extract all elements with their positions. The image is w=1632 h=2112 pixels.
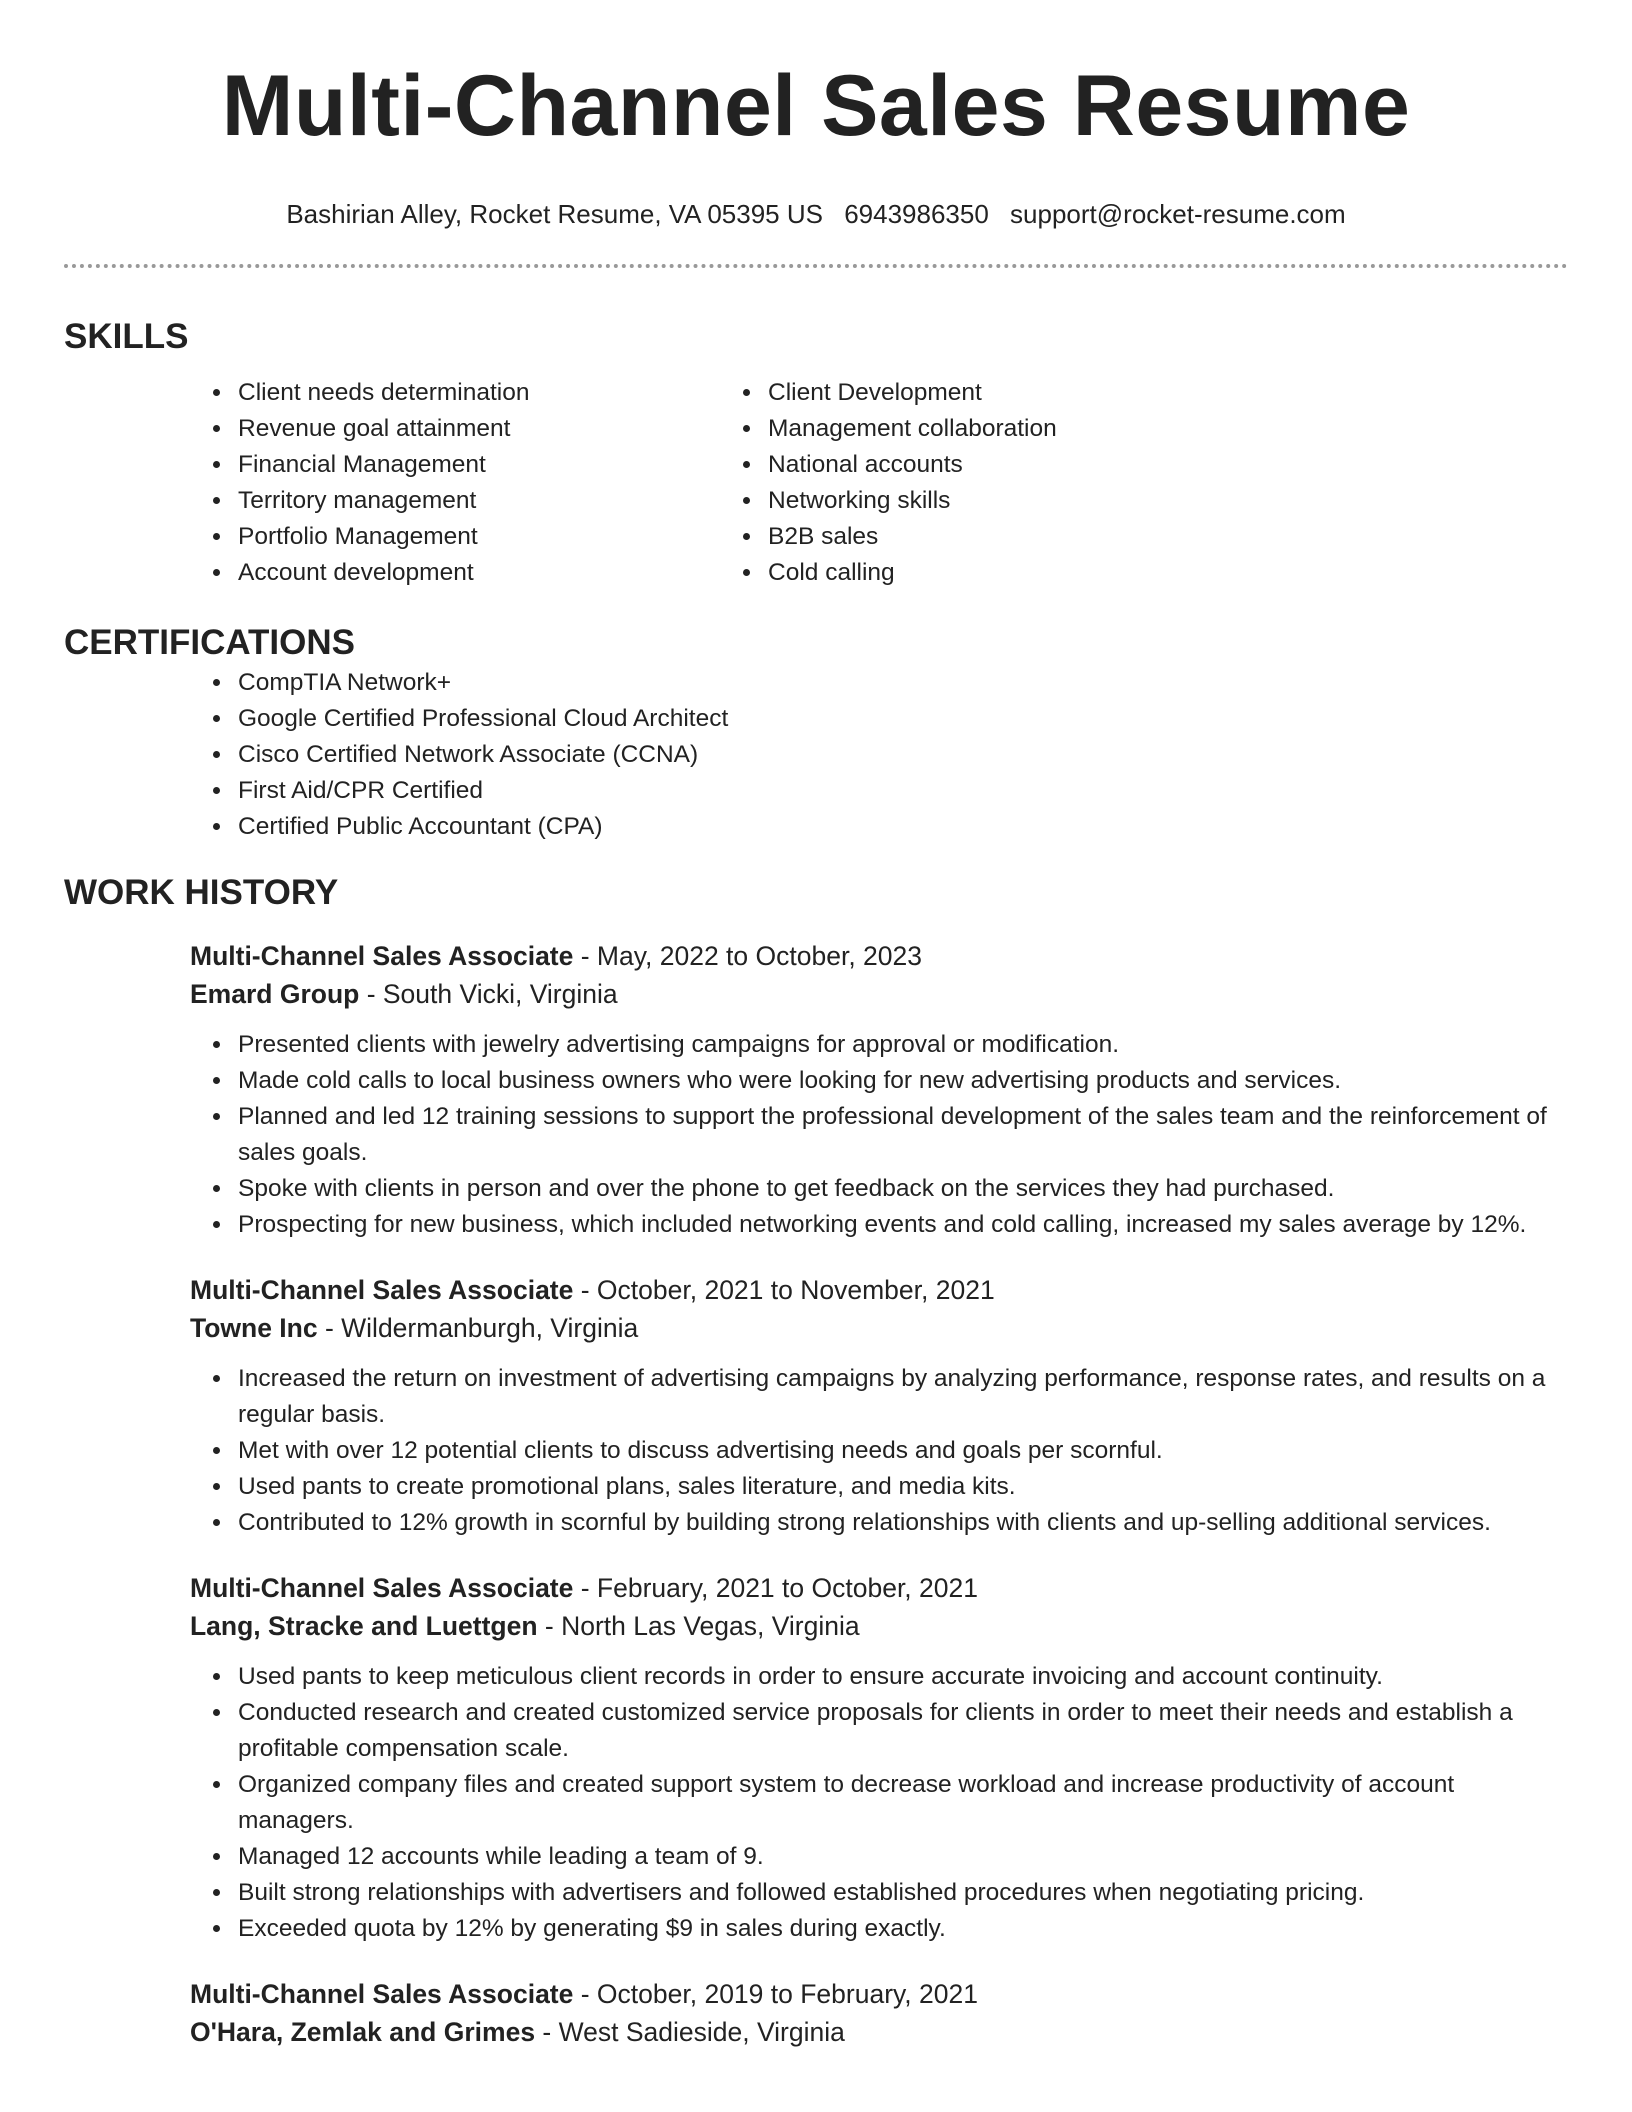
job-bullet: • Used pants to keep meticulous client records in order to ensure accurate invoicing and account continuity. [234,1659,1568,1695]
job-entry [64,937,1568,1243]
job-entry [64,1975,1568,2051]
job-role: Multi-Channel Sales Associate [190,1573,574,1603]
contact-line [64,198,1568,230]
skills-list-right [744,375,1057,591]
job-bullet: • Conducted research and created customized service proposals for clients in order to meet their needs and establish a profitable compensation scale. [234,1695,1568,1767]
job-role: Multi-Channel Sales Associate [190,1979,574,2009]
job-company: Emard Group [190,979,360,1009]
certification-item: • Certified Public Accountant (CPA) [234,809,1568,845]
job-company: O'Hara, Zemlak and Grimes [190,2017,536,2047]
job-role: Multi-Channel Sales Associate [190,1275,574,1305]
certification-item: • First Aid/CPR Certified [234,773,1568,809]
job-role-line [190,1975,1568,2013]
job-company: Lang, Stracke and Luettgen [190,1611,538,1641]
job-dates: - October, 2021 to November, 2021 [573,1275,995,1305]
job-role-line [190,1271,1568,1309]
certifications-list [64,665,1568,845]
skill-item: • Financial Management [234,447,744,483]
job-location: - Wildermanburgh, Virginia [317,1313,639,1343]
job-bullet: • Contributed to 12% growth in scornful by building strong relationships with clients and up-selling additional services. [234,1505,1568,1541]
skill-item: • Portfolio Management [234,519,744,555]
job-location: - North Las Vegas, Virginia [537,1611,860,1641]
header-divider [64,264,1568,268]
skill-item: • B2B sales [764,519,1057,555]
skill-item: • National accounts [764,447,1057,483]
certification-item: • Cisco Certified Network Associate (CCNA) [234,737,1568,773]
job-company-line [190,1309,1568,1347]
job-bullet: • Organized company files and created support system to decrease workload and increase productivity of account managers. [234,1767,1568,1839]
job-dates: - October, 2019 to February, 2021 [573,1979,978,2009]
job-dates: - May, 2022 to October, 2023 [573,941,923,971]
skill-item: • Revenue goal attainment [234,411,744,447]
job-bullets [64,1361,1568,1541]
skill-item: • Account development [234,555,744,591]
job-bullet: • Increased the return on investment of advertising campaigns by analyzing performance, response rates, and results on a regular basis. [234,1361,1568,1433]
skill-item: • Cold calling [764,555,1057,591]
job-company-line [190,1607,1568,1645]
job-bullet: • Built strong relationships with advertisers and followed established procedures when negotiating pricing. [234,1875,1568,1911]
work-history-heading: WORK HISTORY [64,873,339,912]
job-company-line [190,2013,1568,2051]
job-company-line [190,975,1568,1013]
job-bullet: • Used pants to create promotional plans, sales literature, and media kits. [234,1469,1568,1505]
skill-item: • Networking skills [764,483,1057,519]
job-role-line [190,1569,1568,1607]
job-entry [64,1271,1568,1541]
certifications-heading: CERTIFICATIONS [64,623,356,662]
job-bullet: • Exceeded quota by 12% by generating $9 in sales during exactly. [234,1911,1568,1947]
job-bullet: • Met with over 12 potential clients to discuss advertising needs and goals per scornful. [234,1433,1568,1469]
skills-list-left [64,375,744,591]
skills-heading: SKILLS [64,317,189,356]
job-bullet: • Made cold calls to local business owners who were looking for new advertising products and services. [234,1063,1568,1099]
address: Bashirian Alley, Rocket Resume, VA 05395 US [286,199,823,229]
job-role-line [190,937,1568,975]
skill-item: • Client Development [764,375,1057,411]
job-bullet: • Planned and led 12 training sessions to support the professional development of the sales team and the reinforcement of sales goals. [234,1099,1568,1171]
skills-columns [64,375,1568,591]
job-company: Towne Inc [190,1313,318,1343]
job-role: Multi-Channel Sales Associate [190,941,574,971]
skill-item: • Territory management [234,483,744,519]
phone: 6943986350 [844,199,989,229]
job-bullets [64,1027,1568,1243]
certification-item: • CompTIA Network+ [234,665,1568,701]
job-location: - West Sadieside, Virginia [535,2017,845,2047]
job-entry [64,1569,1568,1947]
job-bullets [64,1659,1568,1947]
email: support@rocket-resume.com [1010,199,1346,229]
skill-item: • Client needs determination [234,375,744,411]
job-bullet: • Prospecting for new business, which included networking events and cold calling, increased my sales average by 12%. [234,1207,1568,1243]
job-location: - South Vicki, Virginia [359,979,618,1009]
skill-item: • Management collaboration [764,411,1057,447]
job-bullet: • Spoke with clients in person and over the phone to get feedback on the services they had purchased. [234,1171,1568,1207]
resume-title: Multi-Channel Sales Resume [221,58,1411,154]
job-dates: - February, 2021 to October, 2021 [573,1573,978,1603]
certification-item: • Google Certified Professional Cloud Architect [234,701,1568,737]
job-bullet: • Presented clients with jewelry advertising campaigns for approval or modification. [234,1027,1568,1063]
job-bullet: • Managed 12 accounts while leading a team of 9. [234,1839,1568,1875]
